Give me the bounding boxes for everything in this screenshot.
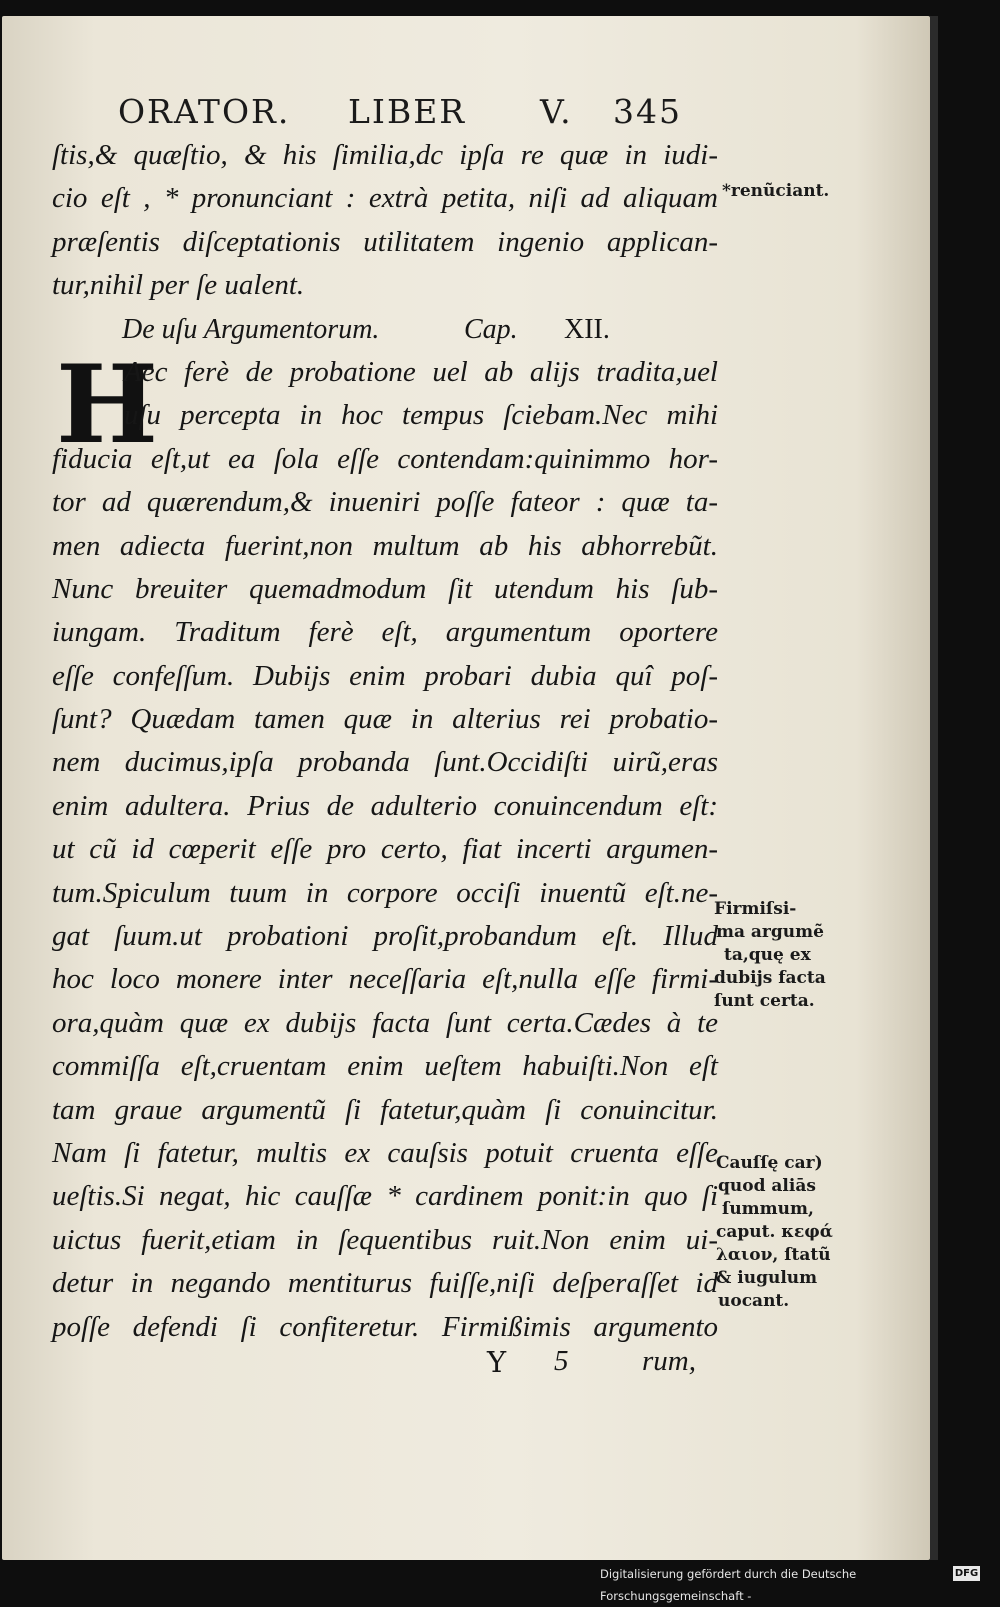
text-line: iungam. Traditum ferè eſt, argumentum oportere	[52, 616, 718, 649]
text-line: uſu percepta in hoc tempus ſciebam.Nec mihi	[124, 399, 718, 432]
text-line: fiducia eſt,ut ea ſola eſſe contendam:quinimmo hor-	[52, 442, 718, 475]
running-head-book: LIBER	[348, 92, 467, 131]
text-line: Nunc breuiter quemadmodum ſit utendum his ſub-	[52, 572, 718, 605]
margin-note-caussae: Cauſſę car) quod aliās ſummum, caput. κεφά λαιον, ſtatũ & iugulum uocant.	[716, 1153, 833, 1311]
dfg-logo: DFG	[954, 1568, 979, 1579]
text-line: tur,nihil per ſe ualent.	[52, 269, 305, 302]
text-line: cio eſt , * pronunciant : extrà petita, niſi ad aliquam	[52, 182, 718, 215]
text-line: poſſe defendi ſi confiteretur. Firmißimis argumento	[52, 1310, 718, 1343]
text-line: ſtis,& quæſtio, & his ſimilia,dc ipſa re quæ in iudi-	[52, 139, 718, 171]
text-line: ueſtis.Si negat, hic cauſſæ * cardinem ponit:in quo ſi	[52, 1180, 718, 1213]
signature-line	[52, 1345, 718, 1385]
text-line: enim adultera. Prius de adulterio conuincendum eſt:	[52, 789, 718, 822]
digitization-credit: Digitalisierung gefördert durch die Deutsche Forschungsgemeinschaft -	[600, 1567, 857, 1603]
text-line: Nam ſi fatetur, multis ex cauſsis potuit cruenta eſſe	[52, 1136, 718, 1169]
page-number: 345	[613, 92, 682, 131]
page-edge	[930, 16, 938, 1560]
text-line: nem ducimus,ipſa probanda ſunt.Occidiſti uirũ,eras	[52, 746, 718, 779]
signature-number: 5	[554, 1345, 569, 1377]
running-head-title: ORATOR.	[118, 92, 291, 131]
text-line: tor ad quærendum,& inueniri poſſe fateor : quæ ta-	[52, 486, 718, 519]
text-line: tam graue argumentũ ſi fatetur,quàm ſi conuincitur.	[52, 1093, 718, 1126]
text-line: commiſſa eſt,cruentam enim ueſtem habuiſti.Non eſt	[52, 1050, 718, 1083]
text-line: ſunt? Quædam tamen quæ in alterius rei probatio-	[52, 703, 718, 736]
text-line: Aec ferè de probatione uel ab alijs tradita,uel	[124, 355, 718, 388]
running-head-book-number: V.	[540, 92, 573, 131]
main-text-block	[52, 134, 718, 1349]
text-line: uictus fuerit,etiam in ſequentibus ruit.Non enim ui-	[52, 1223, 718, 1256]
chapter-label: Cap.	[464, 313, 518, 345]
text-line: detur in negando mentiturus fuiſſe,niſi deſperaſſet id	[52, 1267, 718, 1300]
chapter-heading	[52, 308, 718, 351]
margin-note-firmissima: Firmiſsi- ma argumẽ ta,quę ex dubijs facta ſunt certa.	[714, 899, 826, 1011]
chapter-title: De uſu Argumentorum.	[122, 313, 380, 345]
drop-capital: H	[56, 342, 159, 468]
text-line: ut cũ id cœperit eſſe pro certo, fiat incerti argumen-	[52, 833, 718, 866]
chapter-number: XII.	[564, 313, 610, 345]
signature-mark: Y	[487, 1345, 507, 1379]
catchword: rum,	[642, 1345, 696, 1377]
text-line: gat ſuum.ut probationi proſit,probandum eſt. Illud	[52, 920, 718, 953]
text-line: men adiecta fuerint,non multum ab his abhorrebũt.	[52, 529, 718, 562]
margin-note-renunciant: *renũciant.	[722, 181, 830, 201]
text-line: tum.Spiculum tuum in corpore occiſi inuentũ eſt.ne-	[52, 876, 718, 909]
text-line: eſſe confeſſum. Dubijs enim probari dubia quî poſ-	[52, 659, 718, 692]
text-line: præſentis diſceptationis utilitatem ingenio applican-	[52, 225, 718, 258]
running-head	[118, 92, 682, 138]
text-line: ora,quàm quæ ex dubijs facta ſunt certa.Cædes à te	[52, 1006, 718, 1039]
text-line: hoc loco monere inter neceſſaria eſt,nulla eſſe firmi-	[52, 963, 718, 996]
